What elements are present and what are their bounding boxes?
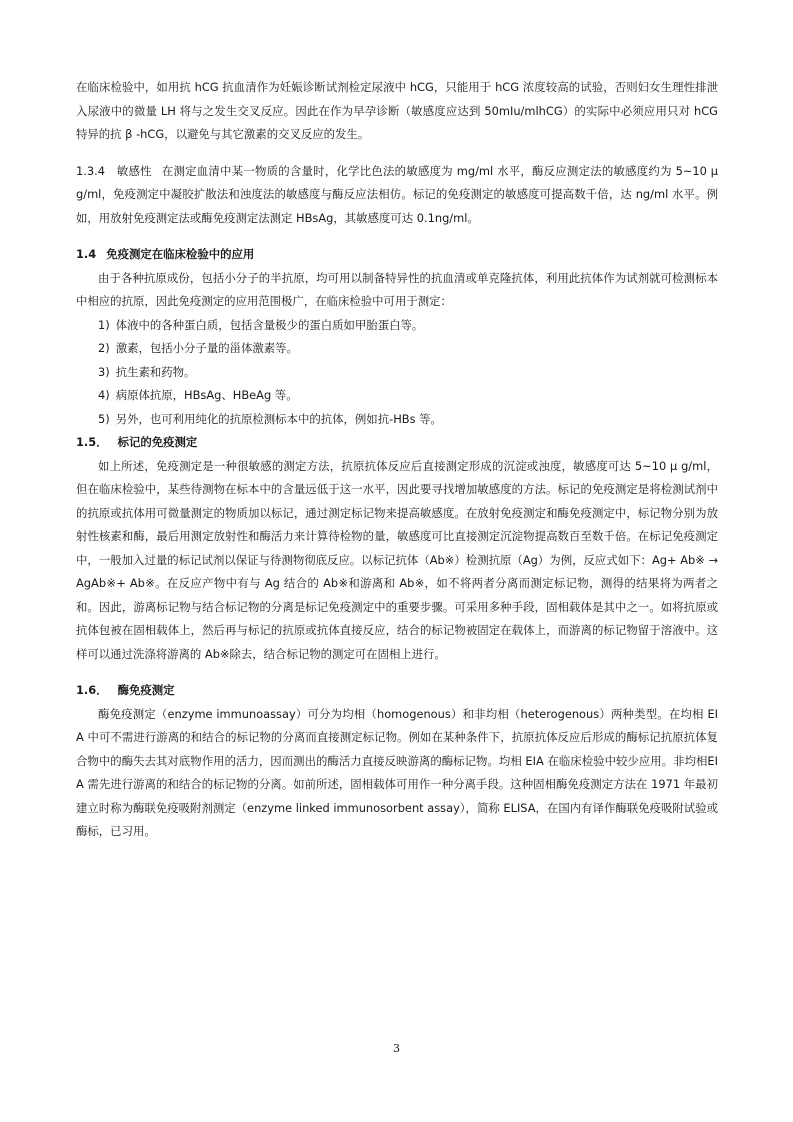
list-item [76, 361, 718, 385]
sensitivity-text: 在测定血清中某一物质的含量时，化学比色法的敏感度为 mg/ml 水平，酶反应测定法的敏感度约为 5~10 μ g/ml，免疫测定中凝胶扩散法和浊度法的敏感度与酶反应法相仿。标记的免疫测定的敏感度可提高数千倍，达 ng/ml 水平。例如，用放射免疫测定法或酶免疫测定法测定 HBsAg，其敏感度可达 0.1ng/ml。 [76, 163, 718, 225]
list-item-text: 体液中的各种蛋白质，包括含量极少的蛋白质如甲胎蛋白等。 [115, 317, 424, 332]
sensitivity-label: 1.3.4 敏感性 [76, 163, 152, 178]
section-title: 免疫测定在临床检验中的应用 [106, 247, 255, 261]
list-item [76, 408, 718, 432]
section-title: 酶免疫测定 [117, 683, 175, 697]
list-item-number: 3) [98, 364, 110, 379]
list-item-text: 另外，也可利用纯化的抗原检测标本中的抗体，例如抗-HBs 等。 [115, 411, 442, 426]
list-item-text: 病原体抗原，HBsAg、HBeAg 等。 [115, 388, 298, 402]
section-1-6-body: 酶免疫测定（enzyme immunoassay）可分为均相（homogenous）和非均相（heterogenous）两种类型。在均相 EIA 中可不需进行游离的和结合的标记物的分离而直接测定标记物。例如在某种条件下，抗原抗体反应后形成的酶标记抗原抗体复合物中的酶失去其对底物作用的活力，因而测出的酶活力直接反映游离的酶标记物。均相 EIA 在临床检验中较少应用。非均相EIA 需先进行游离的和结合的标记物的分离。如前所述，固相载体可用作一种分离手段。这种固相酶免疫测定方法在 1971 年最初建立时称为酶联免疫吸附剂测定（enzyme linked immunosorbent assay），简称 ELISA，在国内有译作酶联免疫吸附试验或酶标，已习用。 [76, 706, 718, 838]
section-number: 1.5． [76, 435, 108, 449]
section-title: 标记的免疫测定 [117, 435, 198, 449]
section-heading-1-4 [76, 243, 718, 267]
application-list [76, 314, 718, 432]
paragraph-sensitivity [76, 160, 718, 231]
paragraph-hcg: 在临床检验中，如用抗 hCG 抗血清作为妊娠诊断试剂检定尿液中 hCG，只能用于 hCG 浓度较高的试验，否则妇女生理性排泄入尿液中的微量 LH 将与之发生交叉反应。因此在作为早孕诊断（敏感度应达到 50mIu/mlhCG）的实际中必须应用只对 hCG 特异的抗 β -hCG，以避免与其它激素的交叉反应的发生。 [76, 80, 718, 141]
list-item-number: 4) [98, 388, 110, 402]
section-heading-1-6 [76, 679, 718, 703]
section-1-5-body: 如上所述，免疫测定是一种很敏感的测定方法，抗原抗体反应后直接测定形成的沉淀或浊度，敏感度可达 5~10 μ g/ml，但在临床检验中，某些待测物在标本中的含量远低于这一水平，因此要寻找增加敏感度的方法。标记的免疫测定是将检测试剂中的抗原或抗体用可微量测定的物质加以标记，通过测定标记物来提高敏感度。在放射免疫测定和酶免疫测定中，标记物分别为放射性核素和酶，最后用测定放射性和酶活力来计算待检物的量，敏感度可比直接测定沉淀物提高数百至数千倍。在标记免疫测定中，一般加入过量的标记试剂以保证与待测物彻底反应。以标记抗体（Ab※）检测抗原（Ag）为例，反应式如下：Ag+ Ab※ → AgAb※+ Ab※。在反应产物中有与 Ag 结合的 Ab※和游离和 Ab※，如不将两者分离而测定标记物，测得的结果将为两者之和。因此，游离标记物与结合标记物的分离是标记免疫测定中的重要步骤。可采用多种手段，固相载体是其中之一。如将抗原或抗体包被在固相载体上，然后再与标记的抗原或抗体直接反应，结合的标记物被固定在载体上，而游离的标记物留于溶液中。这样可以通过洗涤将游离的 Ab※除去，结合标记物的测定可在固相上进行。 [76, 458, 718, 661]
section-heading-1-5 [76, 431, 718, 455]
list-item-text: 抗生素和药物。 [115, 364, 196, 379]
list-item [76, 314, 718, 338]
list-item [76, 337, 718, 361]
list-item [76, 384, 718, 408]
section-number: 1.6． [76, 683, 108, 697]
section-number: 1.4 [76, 247, 97, 261]
list-item-number: 1) [98, 317, 110, 332]
page-number: 3 [393, 1042, 400, 1055]
document-page [76, 76, 718, 844]
list-item-text: 激素，包括小分子量的甾体激素等。 [115, 341, 298, 355]
list-item-number: 2) [98, 341, 110, 355]
list-item-number: 5) [98, 411, 110, 426]
section-1-4-intro: 由于各种抗原成份，包括小分子的半抗原，均可用以制备特异性的抗血清或单克隆抗体，利用此抗体作为试剂就可检测标本中相应的抗原，因此免疫测定的应用范围极广，在临床检验中可用于测定： [76, 270, 718, 308]
